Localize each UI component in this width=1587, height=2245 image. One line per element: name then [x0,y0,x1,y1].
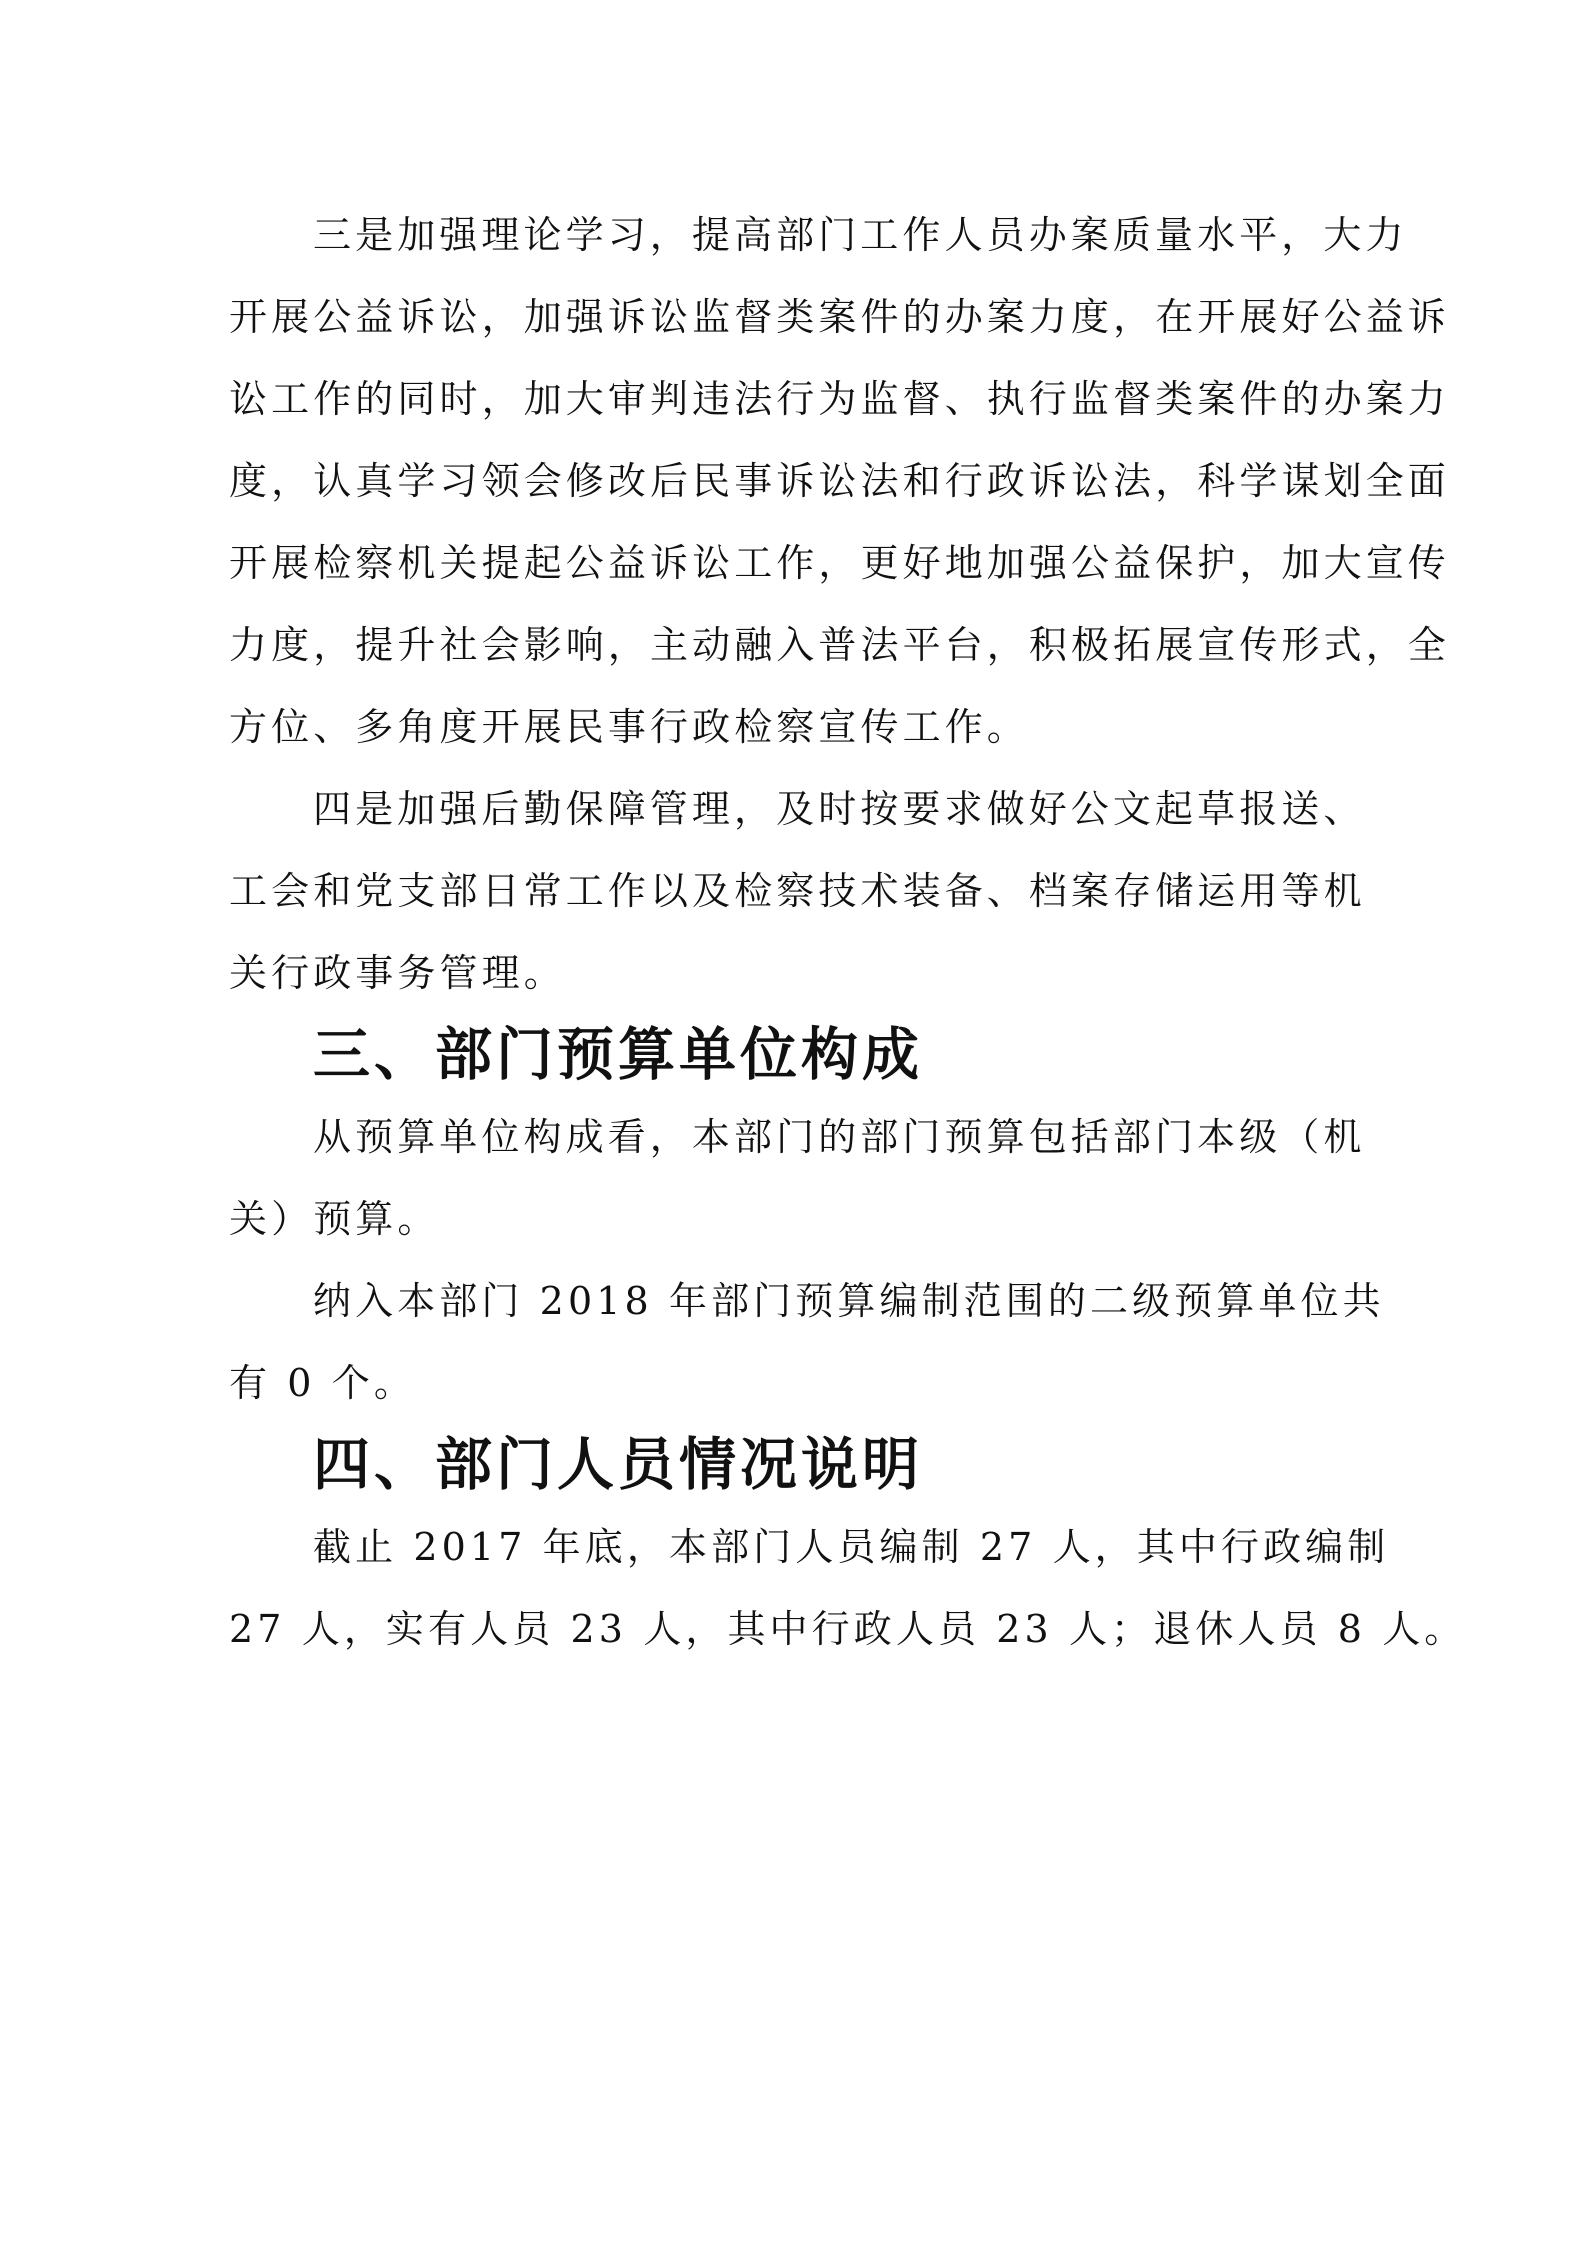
text-line: 有 0 个。 [229,1361,416,1405]
text-line: 纳入本部门 2018 年部门预算编制范围的二级预算单位共 [313,1279,1385,1323]
text-line: 关）预算。 [229,1197,440,1241]
text-line: 方位、多角度开展民事行政检察宣传工作。 [229,705,1029,749]
text-line: 27 人，实有人员 23 人，其中行政人员 23 人；退休人员 8 人。 [229,1607,1467,1651]
text-line: 截止 2017 年底，本部门人员编制 27 人，其中行政编制 [313,1525,1390,1569]
text-line: 开展检察机关提起公益诉讼工作，更好地加强公益保护，加大宣传 [229,541,1450,585]
text-line: 度，认真学习领会修改后民事诉讼法和行政诉讼法，科学谋划全面 [229,459,1450,503]
section-heading-personnel-description: 四、部门人员情况说明 [313,1432,923,1498]
paragraph-logistics-management [229,768,1409,1014]
section-heading-budget-unit-composition: 三、部门预算单位构成 [313,1022,923,1088]
paragraph-strengthen-theory-study [229,194,1450,768]
text-line: 四是加强后勤保障管理，及时按要求做好公文起草报送、 [313,787,1366,831]
text-line: 力度，提升社会影响，主动融入普法平台，积极拓展宣传形式，全 [229,623,1450,667]
document-body [229,194,1467,1670]
text-line: 关行政事务管理。 [229,951,566,995]
paragraph-budget-units [229,1096,1409,1260]
text-line: 三是加强理论学习，提高部门工作人员办案质量水平，大力 [313,213,1408,257]
text-line: 工会和党支部日常工作以及检察技术装备、档案存储运用等机 [229,869,1366,913]
paragraph-personnel-status [229,1506,1467,1670]
paragraph-secondary-budget-units [229,1260,1409,1424]
text-line: 从预算单位构成看，本部门的部门预算包括部门本级（机 [313,1115,1366,1159]
text-line: 讼工作的同时，加大审判违法行为监督、执行监督类案件的办案力 [229,377,1450,421]
text-line: 开展公益诉讼，加强诉讼监督类案件的办案力度，在开展好公益诉 [229,295,1450,339]
